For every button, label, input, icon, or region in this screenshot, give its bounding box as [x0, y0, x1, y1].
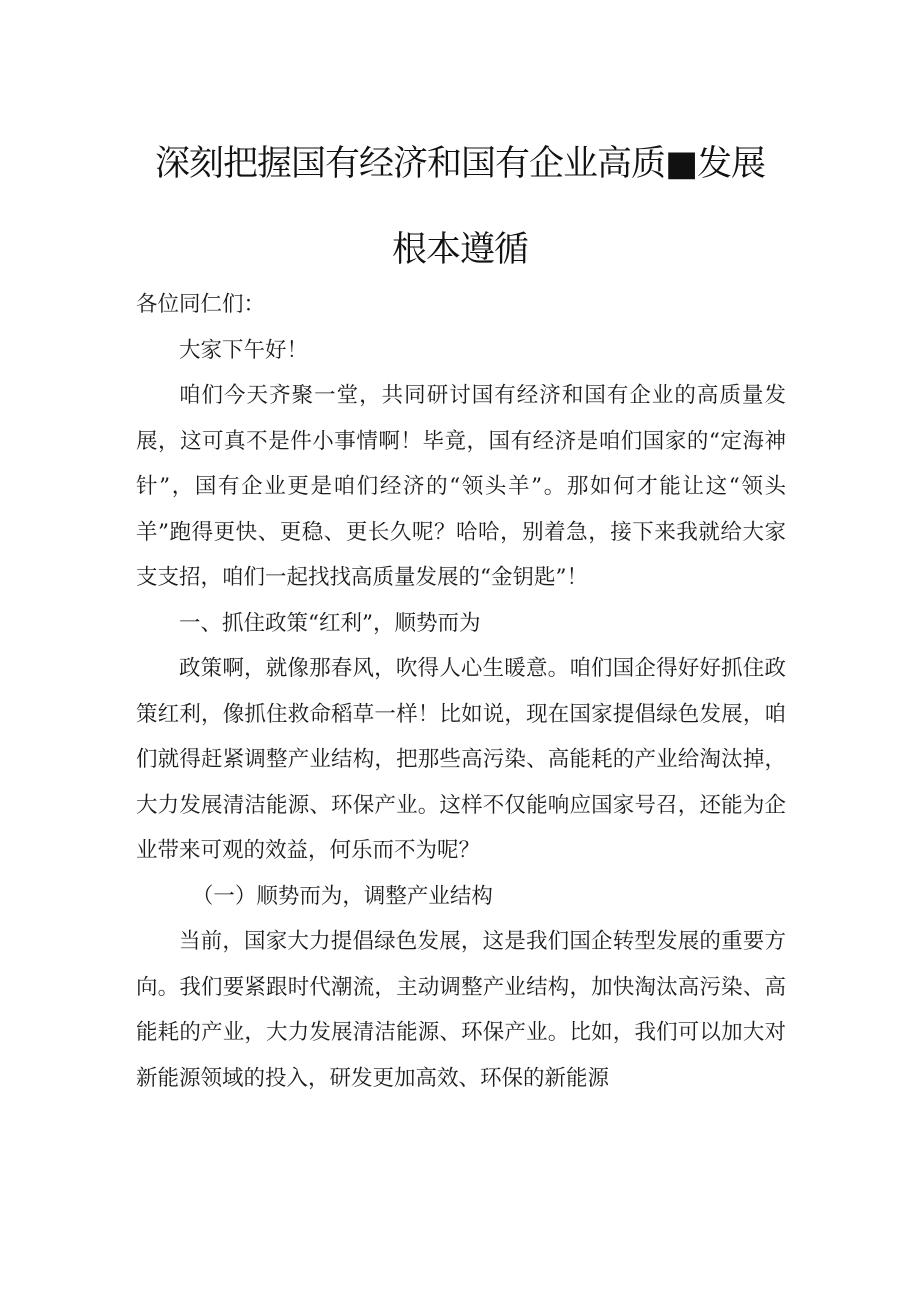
section-heading: 一、抓住政策“红利”，顺势而为: [179, 610, 481, 636]
document-title-line1: 深刻把握国有经济和国有企业高质■发展: [154, 144, 766, 184]
salutation: 各位同仁们：: [136, 292, 266, 317]
greeting: 大家下午好！: [179, 337, 309, 363]
subsection-heading: （一）顺势而为，调整产业结构: [191, 883, 493, 909]
intro-paragraph: 咱们今天齐聚一堂，共同研讨国有经济和国有企业的高质量发展，这可真不是件小事情啊！毕竟，国有经济是咱们国家的“定海神针”，国有企业更是咱们经济的“领头羊”。那如何才能让这“领头羊”跑得更快、更稳、更长久呢？哈哈，别着急，接下来我就给大家支支招，咱们一起找找高质量发展的“金钥匙”！: [136, 383, 786, 590]
section-paragraph: 政策啊，就像那春风，吹得人心生暖意。咱们国企得好好抓住政策红利，像抓住救命稻草一样！比如说，现在国家提倡绿色发展，咱们就得赶紧调整产业结构，把那些高污染、高能耗的产业给淘汰掉，大力发展清洁能源、环保产业。这样不仅能响应国家号召，还能为企业带来可观的效益，何乐而不为呢？: [136, 656, 786, 863]
document-body: [136, 282, 786, 1101]
subsection-paragraph: 当前，国家大力提倡绿色发展，这是我们国企转型发展的重要方向。我们要紧跟时代潮流，主动调整产业结构，加快淘汰高污染、高能耗的产业，大力发展清洁能源、环保产业。比如，我们可以加大对新能源领域的投入，研发更加高效、环保的新能源: [136, 929, 786, 1091]
document-title-line2: 根本遵循: [391, 230, 528, 270]
